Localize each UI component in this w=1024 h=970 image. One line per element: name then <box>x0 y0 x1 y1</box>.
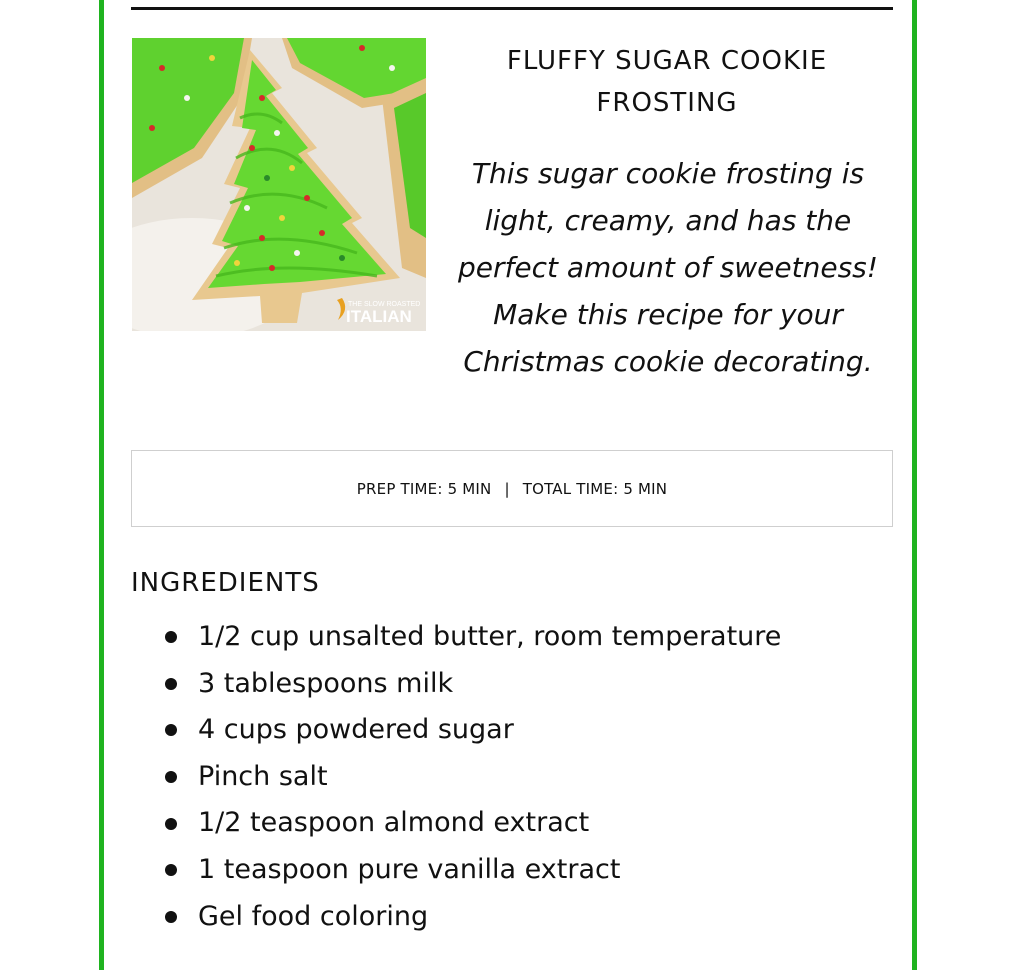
ingredients-list <box>165 614 781 940</box>
prep-time: PREP TIME: 5 MIN <box>356 479 492 498</box>
recipe-times-box <box>131 450 893 527</box>
ingredient-text: 1/2 cup unsalted butter, room temperature <box>198 621 782 652</box>
bullet-icon <box>165 771 177 783</box>
total-time: TOTAL TIME: 5 MIN <box>522 479 668 498</box>
watermark-line1: THE SLOW ROASTED <box>348 301 421 308</box>
ingredient-item <box>165 614 781 661</box>
ingredient-item <box>165 800 781 847</box>
ingredient-item <box>165 847 781 894</box>
ingredient-text: Gel food coloring <box>198 900 429 932</box>
top-divider <box>131 7 893 10</box>
watermark-logo <box>337 298 420 326</box>
ingredient-text: 4 cups powdered sugar <box>198 714 514 746</box>
bullet-icon <box>165 864 177 876</box>
ingredients-heading: INGREDIENTS <box>131 568 320 598</box>
christmas-tree-cookie-image <box>132 38 426 331</box>
recipe-photo[interactable] <box>132 38 426 331</box>
bullet-icon <box>165 818 177 830</box>
watermark-line2: ITALIAN <box>346 307 412 326</box>
ingredient-text: 3 tablespoons milk <box>198 667 454 699</box>
recipe-title-line1: FLUFFY SUGAR COOKIE <box>506 46 828 76</box>
ingredient-item <box>165 661 781 708</box>
ingredient-item <box>165 754 781 801</box>
ingredient-text: 1/2 teaspoon almond extract <box>198 807 590 839</box>
times-separator: | <box>504 479 510 498</box>
ingredient-text: Pinch salt <box>198 760 328 792</box>
recipe-title <box>450 40 884 124</box>
ingredient-item <box>165 707 781 754</box>
bullet-icon <box>165 911 177 923</box>
ingredient-item <box>165 894 781 941</box>
recipe-title-line2: FROSTING <box>596 88 738 118</box>
bullet-icon <box>165 724 177 736</box>
bullet-icon <box>165 678 177 690</box>
recipe-summary: This sugar cookie frosting is light, creamy, and has the perfect amount of sweetness! Make this recipe for your Christmas cookie decorating. <box>458 157 878 378</box>
bullet-icon <box>165 631 177 643</box>
ingredient-text: 1 teaspoon pure vanilla extract <box>198 853 621 885</box>
